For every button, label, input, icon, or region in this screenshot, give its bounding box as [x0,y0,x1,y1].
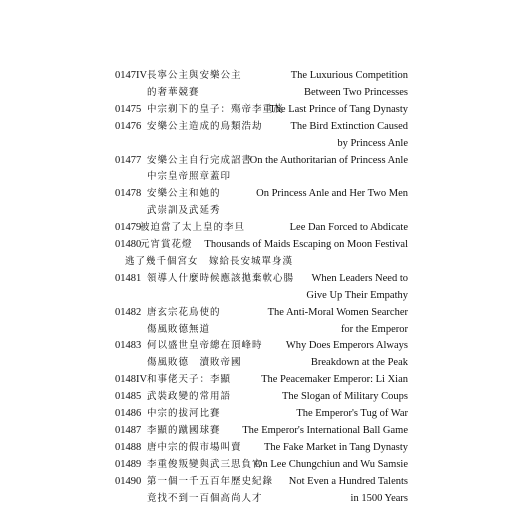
entry-english-title: Lee Dan Forced to Abdicate [289,222,408,234]
toc-entry [0,304,520,322]
toc-entry [0,270,520,288]
entry-english-title: The Luxurious Competition [290,70,408,81]
toc-entry [0,236,520,254]
entry-number: 01481 [115,272,142,284]
entry-chinese-title: 安樂公主自行完成詔書 [147,154,253,166]
entry-chinese-title: 武崇訓及武延秀 [147,205,221,217]
toc-entry-continuation [0,287,520,305]
entry-chinese-title: 唐玄宗花鳥使的 [147,306,221,318]
entry-chinese-title: 李顯的蹴國球賽 [147,424,221,436]
entry-chinese-title: 中宗的拔河比賽 [147,408,221,419]
entry-number: 0147IV [115,70,148,81]
entry-chinese-title: 安樂公主造成的鳥類浩劫 [147,120,263,132]
toc-entry-continuation [0,321,520,339]
entry-english-title: The Slogan of Military Coups [282,391,408,403]
entry-english-title: The Fake Market in Tang Dynasty [264,441,408,453]
entry-chinese-title: 唐中宗的假市場叫賣 [147,441,242,453]
entry-english-title: Why Does Emperors Always [285,340,408,352]
entry-english-title: Breakdown at the Peak [310,357,408,369]
toc-entry [0,152,520,170]
entry-chinese-title: 傷風敗德 瀆敗帝國 [147,357,242,369]
entry-chinese-title: 安樂公主和她的 [147,188,221,200]
toc-entry [0,67,520,85]
entry-english-title: The Peacemaker Emperor: Li Xian [261,374,408,386]
toc-entry-continuation [0,202,520,220]
entry-number: 01486 [115,408,142,419]
toc-entry [0,185,520,203]
entry-english-title: The Bird Extinction Caused [290,120,408,132]
toc-entry [0,337,520,355]
entry-english-title: by Princess Anle [337,137,408,149]
toc-entry [0,118,520,136]
entry-number: 01475 [115,103,142,115]
entry-chinese-title: 第一個一千五百年歷史紀錄 [147,475,274,487]
entry-number: 01490 [115,475,142,487]
entry-english-title: The Anti-Moral Women Searcher [267,306,408,318]
entry-english-title: for the Emperor [340,323,408,335]
entry-number: 01478 [115,188,142,200]
entry-english-title: On the Authoritarian of Princess Anle [249,154,408,166]
entry-english-title: Give Up Their Empathy [306,289,408,301]
entry-english-title: The Emperor's Tug of War [296,408,408,419]
entry-english-title: On Princess Anle and Her Two Men [256,188,408,200]
toc-entry [0,422,520,440]
entry-english-title: The Last Prince of Tang Dynasty [269,103,408,115]
entry-number: 01476 [115,120,142,132]
entry-chinese-title: 李重俊叛變與武三思負官 [147,458,263,470]
entry-english-title: When Leaders Need to [311,272,408,284]
entry-number: 01487 [115,424,142,436]
entry-number: 01477 [115,154,142,166]
entry-english-title: The Emperor's International Ball Game [242,424,408,436]
entry-english-title: Not Even a Hundred Talents [288,475,408,487]
entry-english-title: in 1500 Years [350,492,408,504]
entry-chinese-title: 領導人什麼時候應該拋棄軟心腸 [147,272,295,284]
toc-entry-continuation [0,490,520,508]
entry-number: 0148IV [115,374,148,386]
entry-number: 01480 [115,239,142,250]
entry-number: 01483 [115,340,142,352]
entry-chinese-title: 武裝政變的常用語 [147,391,232,403]
toc-entry [0,405,520,423]
entry-chinese-title: 中宗剃下的皇子：殤帝李重茂 [147,103,284,115]
toc-entry [0,388,520,406]
entry-chinese-title: 竟找不到一百個高尚人才 [147,492,263,504]
entry-chinese-title: 被迫當了太上皇的李旦 [140,222,246,234]
entry-number: 01479 [115,222,142,234]
toc-entry [0,219,520,237]
entry-chinese-title: 元宵賞花燈 [140,239,193,250]
toc-entry-continuation [0,253,520,271]
entry-english-title: Thousands of Maids Escaping on Moon Festival [204,239,408,250]
toc-entry [0,371,520,389]
entry-chinese-title: 何以盛世皇帝總在頂峰時 [147,340,263,352]
entry-chinese-title: 逃了幾千個宮女 嫁給長安城單身漢 [125,255,294,267]
entry-chinese-title: 傷風敗德無道 [147,323,211,335]
toc-entry [0,473,520,491]
toc-entry-continuation [0,354,520,372]
entry-english-title: On Lee Chungchiun and Wu Samsie [254,458,408,470]
entry-chinese-title: 長寧公主與安樂公主 [147,70,242,81]
entry-english-title: Between Two Princesses [303,86,408,98]
entry-number: 01485 [115,391,142,403]
toc-entry [0,439,520,457]
toc-entry-continuation [0,135,520,153]
toc-entry-continuation [0,168,520,186]
entry-chinese-title: 的奢華競賽 [147,86,200,98]
toc-entry [0,101,520,119]
entry-number: 01482 [115,306,142,318]
entry-chinese-title: 和事佬天子：李顯 [147,374,232,386]
entry-number: 01488 [115,441,142,453]
toc-entry-continuation [0,84,520,102]
toc-entry [0,456,520,474]
entry-chinese-title: 中宗皇帝照章蓋印 [147,171,232,183]
entry-number: 01489 [115,458,142,470]
